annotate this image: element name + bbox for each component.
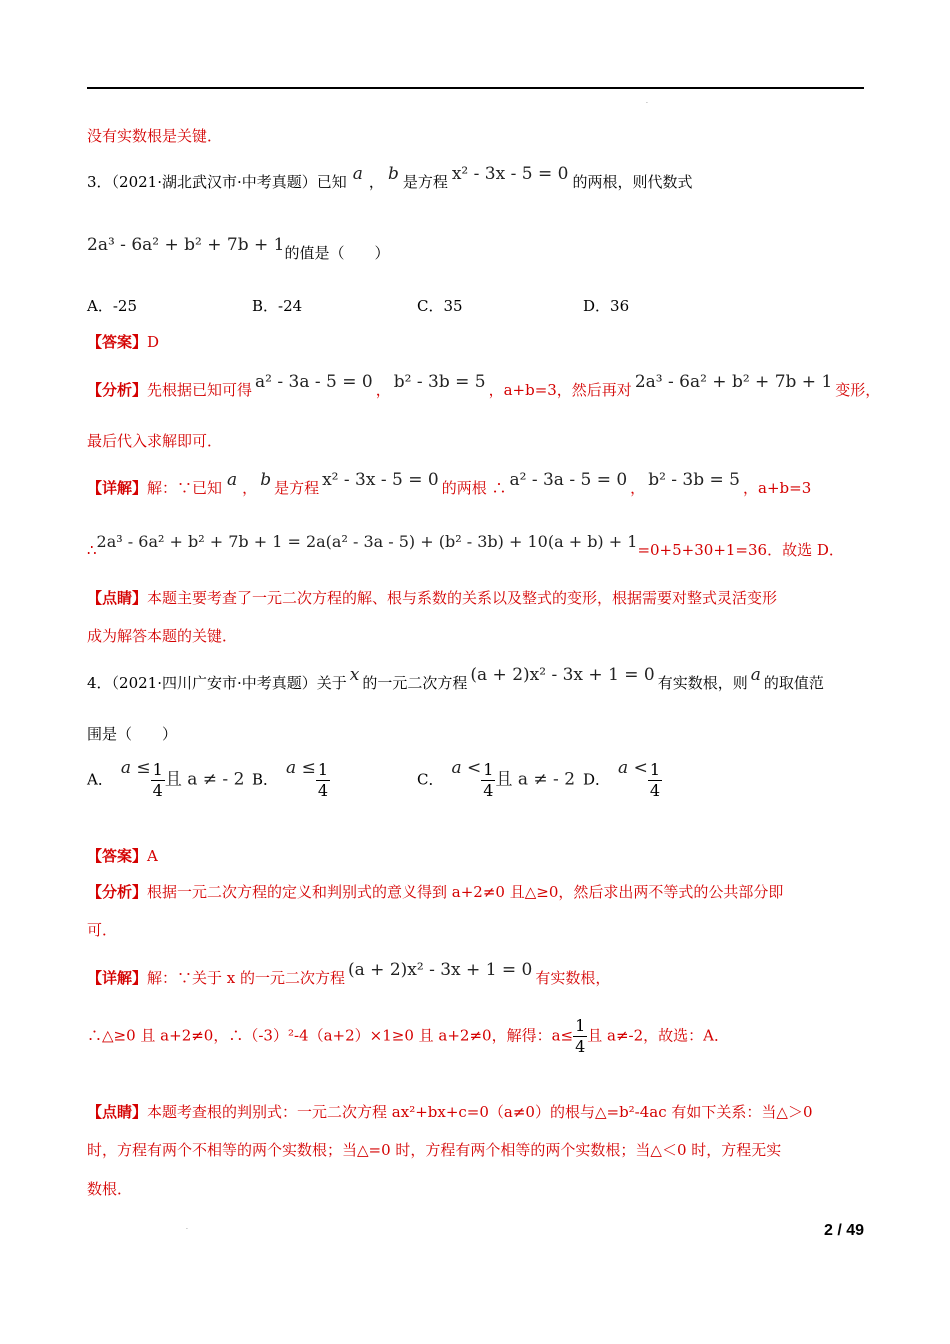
q4-comment-line3: 数根． (87, 1180, 133, 1198)
q3-analysis-line1: 【分析】先根据已知可得 a² - 3a - 5 = 0 ， b² - 3b = 5 ，a+b=3，然后再对 2a³ - 6a² + b² + 7b + 1 变形， (87, 372, 881, 399)
q4-option-a: A．a ≤ $\frac{1}{4}$ 且 a ≠ - 2 (87, 757, 245, 800)
q4-option-b: B．a ≤ $\frac{1}{4}$ (252, 757, 329, 800)
q3-expression: 2a³ - 6a² + b² + 7b + 1 (87, 235, 285, 255)
q3-option-c: C．35 (417, 297, 463, 315)
page-number: 2 / 49 (823, 1222, 864, 1239)
q3-equation: x² - 3x - 5 = 0 (451, 164, 569, 184)
q3-comment-line1: 【点睛】本题主要考查了一元二次方程的解、根与系数的关系以及整式的变形，根据需要对整式灵活变形 (87, 589, 778, 607)
q4-option-c: C．a < $\frac{1}{4}$ 且 a ≠ - 2 (417, 757, 576, 800)
dot-mark: . (646, 98, 648, 105)
q4-comment-line2: 时，方程有两个不相等的两个实数根；当△=0 时，方程有两个相等的两个实数根；当△＜0 时，方程无实 (87, 1141, 782, 1159)
q4-answer: 【答案】A (87, 847, 158, 865)
q3-detail-line2: ∴2a³ - 6a² + b² + 7b + 1 = 2a(a² - 3a - 5) + (b² - 3b) + 10(a + b) + 1=0+5+30+1=36．故选 D． (87, 532, 844, 559)
header-rule (87, 87, 864, 89)
q4-detail-line2: ∴△≥0 且 a+2≠0，∴（-3）²-4（a+2）×1≥0 且 a+2≠0，解得：a≤ $\frac{1}{4}$ 且 a≠-2，故选：A． (87, 1016, 730, 1056)
q3-stem-line1: 3．（2021·湖北武汉市·中考真题）已知 a ， b 是方程 x² - 3x - 5 = 0 的两根，则代数式 (87, 164, 693, 191)
q4-equation: (a + 2)x² - 3x + 1 = 0 (470, 665, 655, 685)
q4-analysis-line2: 可． (87, 921, 118, 939)
q4-stem-line1: 4．（2021·四川广安市·中考真题）关于 x 的一元二次方程 (a + 2)x² - 3x + 1 = 0 有实数根，则 a 的取值范 (87, 665, 824, 692)
q3-analysis-line2: 最后代入求解即可． (87, 432, 223, 450)
q4-option-d: D．a < $\frac{1}{4}$ (583, 757, 661, 800)
q3-comment-line2: 成为解答本题的关键． (87, 627, 238, 645)
q3-option-d: D．36 (583, 297, 630, 315)
q3-answer: 【答案】D (87, 333, 160, 351)
top-note: 没有实数根是关键． (87, 127, 223, 145)
q4-stem-line2: 围是（ ） (87, 725, 178, 743)
q3-stem-line2: 2a³ - 6a² + b² + 7b + 1的值是（ ） (87, 235, 390, 262)
q4-comment-line1: 【点睛】本题考查根的判别式：一元二次方程 ax²+bx+c=0（a≠0）的根与△=b²-4ac 有如下关系：当△＞0 (87, 1103, 813, 1121)
q3-detail-expansion: 2a³ - 6a² + b² + 7b + 1 = 2a(a² - 3a - 5) + (b² - 3b) + 10(a + b) + 1 (96, 532, 638, 551)
q3-option-b: B．-24 (252, 297, 303, 315)
q4-detail-line1: 【详解】解：∵关于 x 的一元二次方程 (a + 2)x² - 3x + 1 = 0 有实数根， (87, 960, 611, 987)
q3-option-a: A．-25 (87, 297, 137, 315)
q4-analysis-line1: 【分析】根据一元二次方程的定义和判别式的意义得到 a+2≠0 且△≥0，然后求出两不等式的公共部分即 (87, 883, 784, 901)
q3-detail-line1: 【详解】解：∵已知 a ， b 是方程 x² - 3x - 5 = 0 的两根 ∴ a² - 3a - 5 = 0 ， b² - 3b = 5 ，a+b=3 (87, 470, 812, 497)
dot-mark: . (186, 1224, 188, 1231)
